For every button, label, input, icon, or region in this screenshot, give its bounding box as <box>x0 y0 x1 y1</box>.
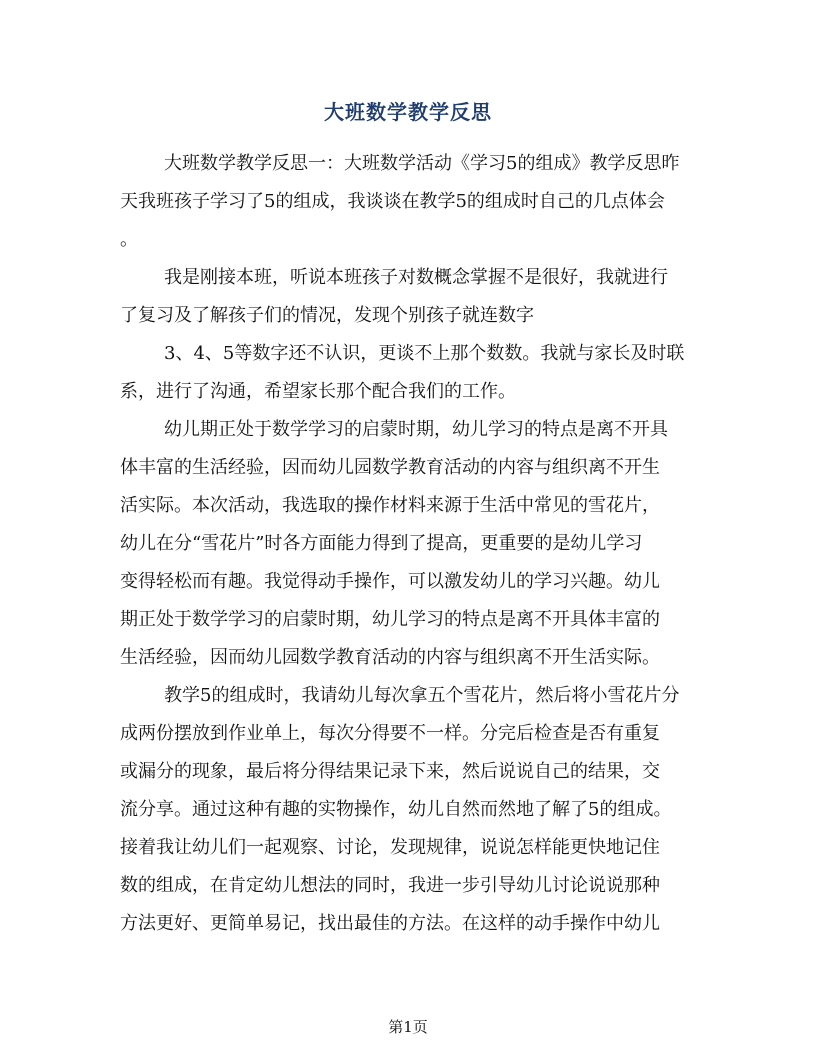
body-line: 体丰富的生活经验，因而幼儿园数学教育活动的内容与组织离不开生 <box>120 457 660 478</box>
document-title: 大班数学教学反思 <box>324 100 492 124</box>
body-line: 系，进行了沟通，希望家长那个配合我们的工作。 <box>120 381 516 402</box>
body-line: 变得轻松而有趣。我觉得动手操作，可以激发幼儿的学习兴趣。幼儿 <box>120 571 660 592</box>
body-line: 流分享。通过这种有趣的实物操作，幼儿自然而然地了解了5的组成。 <box>120 799 672 820</box>
body-line: 。 <box>120 229 138 250</box>
body-line: 3、4、5等数字还不认识，更谈不上那个数数。我就与家长及时联 <box>164 343 685 364</box>
body-line: 天我班孩子学习了5的组成，我谈谈在教学5的组成时自己的几点体会 <box>120 191 665 212</box>
document-body <box>120 145 696 943</box>
body-line: 活实际。本次活动，我选取的操作材料来源于生活中常见的雪花片， <box>120 495 660 516</box>
body-line: 或漏分的现象，最后将分得结果记录下来，然后说说自己的结果，交 <box>120 761 660 782</box>
body-line: 接着我让幼儿们一起观察、讨论，发现规律，说说怎样能更快地记住 <box>120 837 660 858</box>
body-line: 幼儿期正处于数学学习的启蒙时期，幼儿学习的特点是离不开具 <box>164 419 668 440</box>
body-line: 成两份摆放到作业单上，每次分得要不一样。分完后检查是否有重复 <box>120 723 660 744</box>
body-line: 我是刚接本班，听说本班孩子对数概念掌握不是很好，我就进行 <box>164 267 668 288</box>
page-number: 第1页 <box>388 1018 428 1036</box>
body-line: 教学5的组成时，我请幼儿每次拿五个雪花片，然后将小雪花片分 <box>164 685 680 706</box>
body-line: 大班数学教学反思一：大班数学活动《学习5的组成》教学反思昨 <box>164 153 680 174</box>
body-line: 生活经验，因而幼儿园数学教育活动的内容与组织离不开生活实际。 <box>120 647 660 668</box>
body-line: 了复习及了解孩子们的情况，发现个别孩子就连数字 <box>120 305 534 326</box>
body-line: 方法更好、更简单易记，找出最佳的方法。在这样的动手操作中幼儿 <box>120 913 660 934</box>
body-line: 幼儿在分“雪花片”时各方面能力得到了提高，更重要的是幼儿学习 <box>120 533 643 554</box>
body-line: 期正处于数学学习的启蒙时期，幼儿学习的特点是离不开具体丰富的 <box>120 609 660 630</box>
body-line: 数的组成，在肯定幼儿想法的同时，我进一步引导幼儿讨论说说那种 <box>120 875 660 896</box>
